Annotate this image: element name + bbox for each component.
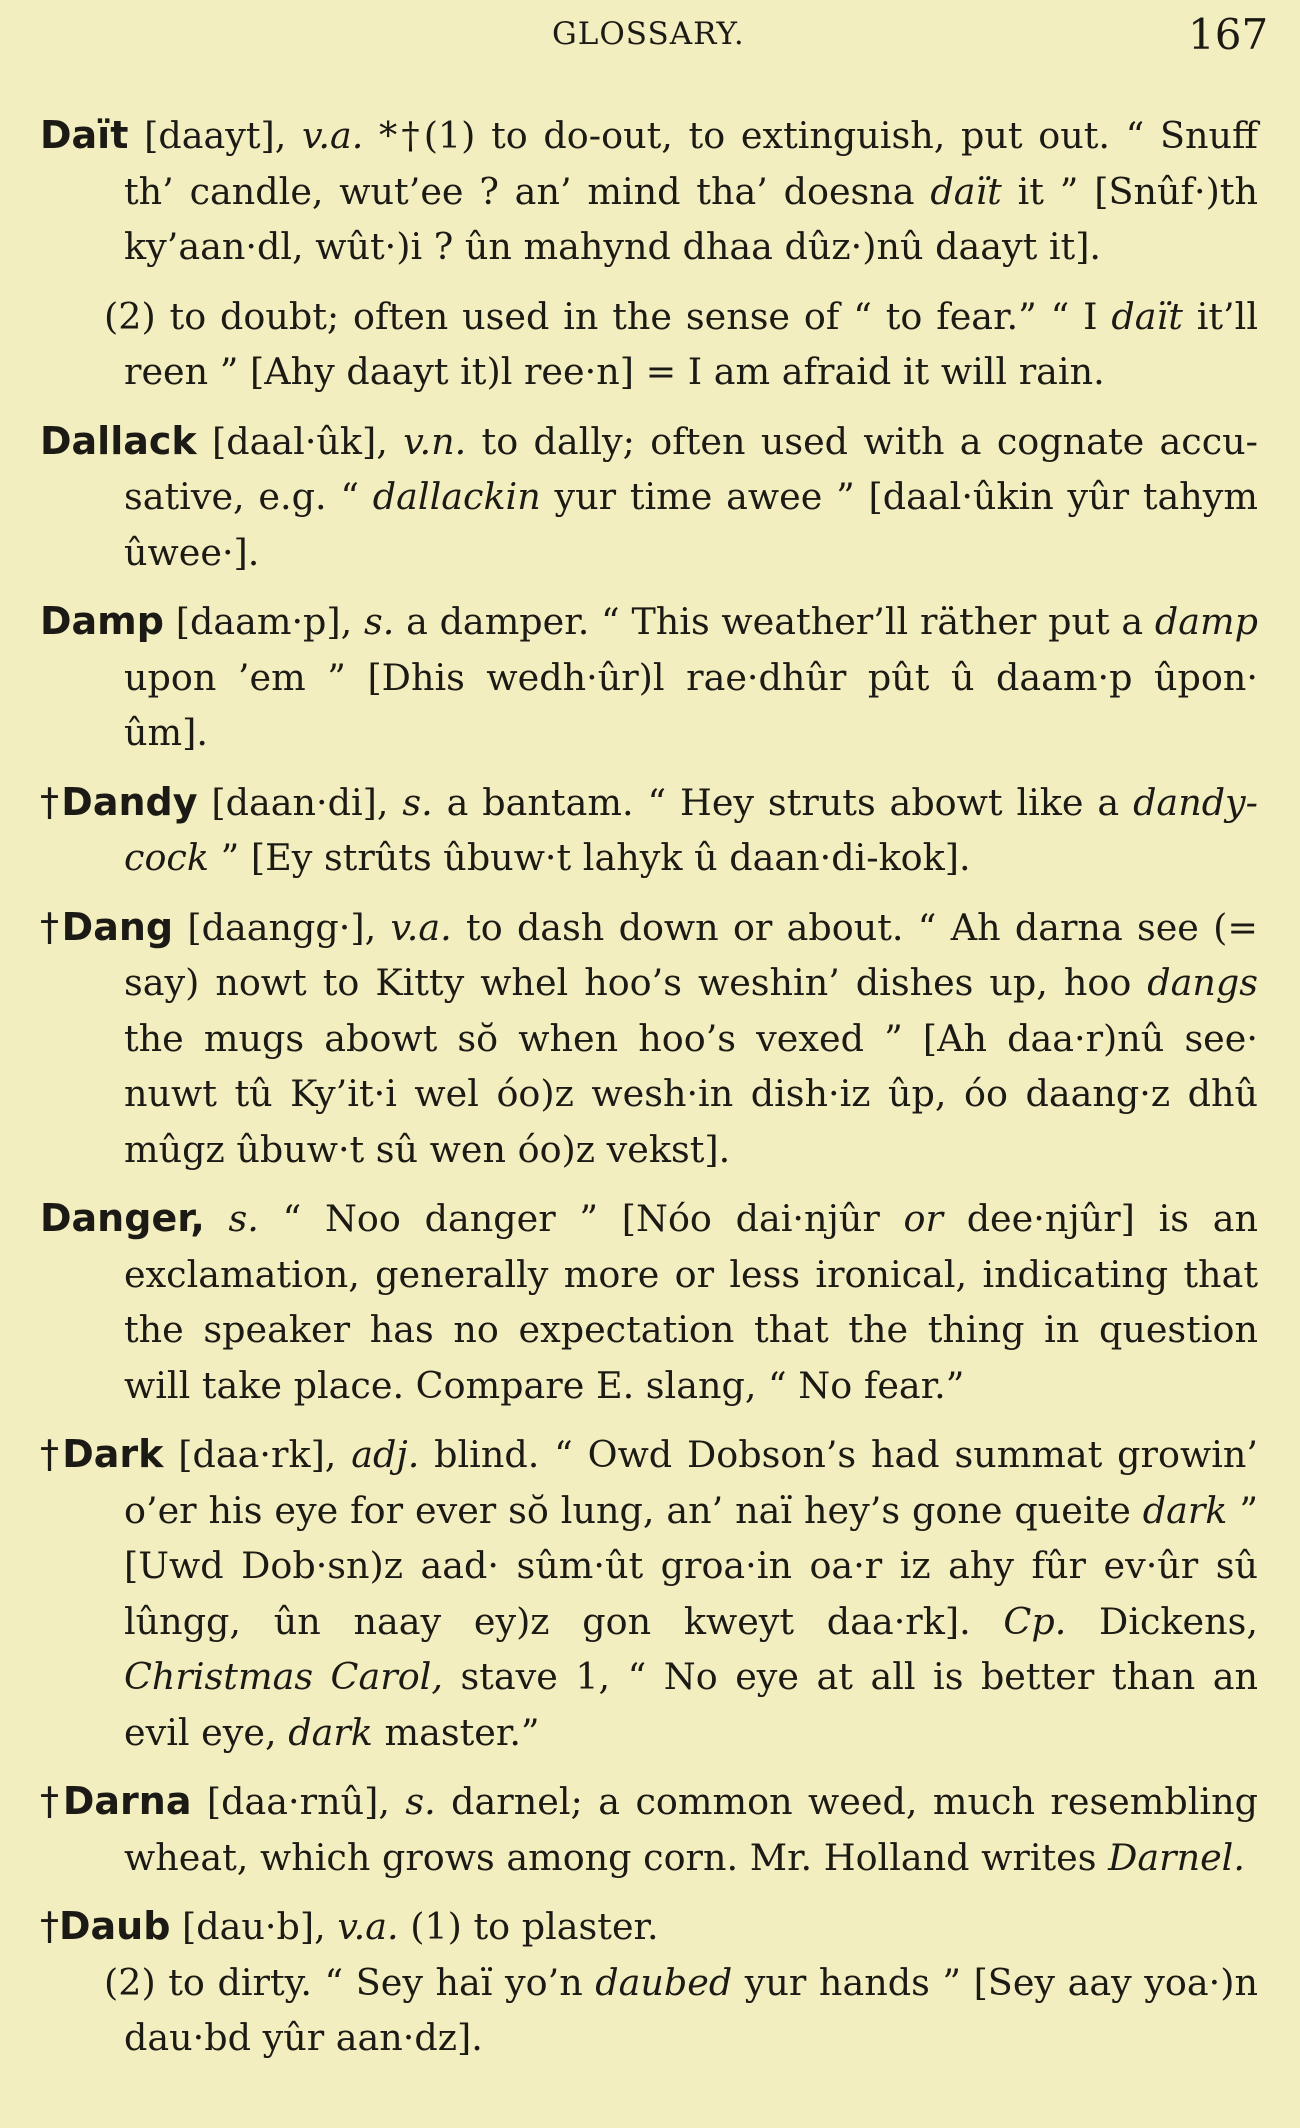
grammar-label: s. [405, 1780, 436, 1823]
headword [40, 1904, 170, 1948]
entry-text: a bantam. “ Hey struts abowt like a [432, 780, 1134, 824]
entry-text: [daayt], [128, 114, 303, 157]
italic-word: daït [1111, 294, 1183, 338]
glossary-entries [40, 108, 1258, 2080]
entry-dark [40, 1427, 1258, 1760]
entry-text: to dally; often used with a cognate accusative, e.g. “ [124, 419, 1259, 518]
italic-word: dark [1142, 1488, 1228, 1532]
entry-text: (2) to dirty. “ Sey haï yo’n [104, 1960, 596, 2004]
italic-word: damp [1154, 600, 1258, 643]
entry-text: yur time awee ” [daal·ûkin yûr tahym ûwee·]. [124, 475, 1258, 574]
running-title: GLOSSARY. [552, 16, 745, 52]
headword [40, 1779, 191, 1823]
headword: Danger, [40, 1196, 205, 1240]
entry-text: “ Noo danger ” [Nóo dai·njûr [258, 1197, 904, 1240]
headword: Dallack [40, 418, 197, 463]
dagger-mark: † [40, 1779, 63, 1823]
entry-text: master.” [372, 1710, 540, 1754]
entry-danger [40, 1191, 1258, 1413]
italic-word: dangs [1147, 961, 1258, 1004]
entry-text: upon ’em ” [Dhis wedh·ûr)l rae·dhûr pût û daam·p ûpon· ûm]. [124, 655, 1258, 754]
headword: Damp [40, 599, 164, 643]
entry-dait-sense-2 [40, 289, 1258, 400]
headword [40, 1432, 163, 1476]
entry-text: [daal·ûk], [196, 419, 404, 463]
italic-word: dark [288, 1710, 373, 1754]
grammar-label: adj. [351, 1433, 420, 1476]
italic-word: Darnel. [1108, 1835, 1245, 1879]
entry-text: *†(1) to do-out, to extinguish, put out. “ Snuff th’ candle, wut’ee ? an’ mind tha’ doesna [124, 114, 1258, 213]
headword-text: Daub [59, 1904, 171, 1948]
italic-word: or [903, 1197, 943, 1240]
italic-word: daït [930, 169, 1002, 213]
entry-text: (1) to plaster. [398, 1905, 659, 1948]
entry-text: blind. “ Owd Dobson’s had summat growin’ o’er his eye for ever sŏ lung, an’ naï hey’s gone queite [124, 1433, 1258, 1532]
headword [40, 780, 198, 824]
italic-word: dandy-cock [124, 780, 1259, 879]
italic-word: dallackin [372, 475, 541, 518]
grammar-label: s. [228, 1197, 259, 1240]
entry-text: dee·njûr] is an exclamation, generally more or less ironical, indicating that the speaker has no expectation that the thing in question will take place. Compare E. slang, “ No fear.” [124, 1197, 1259, 1407]
dagger-mark: † [40, 779, 62, 824]
grammar-label: v.n. [403, 419, 467, 463]
entry-text: to dash down or about. “ Ah darna see (= say) nowt to Kitty whel hoo’s weshin’ dishes up, hoo [124, 905, 1259, 1004]
entry-dallack [40, 414, 1258, 581]
entry-text: ” [Ey strûts ûbuw·t lahyk û daan·di-kok]. [208, 836, 971, 879]
entry-text: (2) to doubt; often used in the sense of “ to fear.” “ I [104, 294, 1112, 338]
headword: Daït [40, 113, 129, 157]
entry-text: stave 1, “ No eye at all is better than an evil eye, [124, 1655, 1258, 1754]
grammar-label: s. [364, 600, 395, 643]
entry-text: ” [Uwd Dob·sn)z aad· sûm·ût groa·in oa·r iz ahy fûr ev·ûr sû lûngg, ûn naay ey)z gon kweyt daa·rk]. [124, 1488, 1259, 1643]
dagger-mark: † [40, 1904, 59, 1948]
entry-daub-sense-2 [40, 1955, 1258, 2066]
entry-damp [40, 594, 1258, 761]
entry-text: yur hands ” [Sey aay yoa·)n dau·bd yûr aan·dz]. [124, 1960, 1258, 2059]
grammar-label: s. [402, 780, 433, 824]
running-head [0, 10, 1300, 60]
entry-dandy [40, 775, 1258, 886]
page-number: 167 [1188, 10, 1269, 59]
entry-text: [daam·p], [163, 600, 364, 643]
entry-dait [40, 108, 1258, 275]
grammar-label: v.a. [390, 905, 452, 949]
entry-text: [daangg·], [173, 905, 391, 949]
entry-dang [40, 900, 1258, 1178]
entry-text: [daan·di], [197, 780, 403, 824]
entry-darna [40, 1774, 1258, 1885]
grammar-label: v.a. [337, 1905, 399, 1948]
entry-text: Dickens, [1066, 1599, 1258, 1643]
entry-text: [daa·rnû], [191, 1780, 406, 1823]
headword [40, 905, 173, 949]
headword-text: Dark [62, 1432, 164, 1476]
headword-text: Dang [61, 904, 174, 949]
italic-word: Cp. [1003, 1599, 1067, 1643]
dagger-mark: † [40, 1432, 63, 1476]
entry-text: darnel; a common weed, much resembling wheat, which grows among corn. Mr. Holland writes [124, 1780, 1258, 1879]
entry-text: it’ll reen ” [Ahy daayt it)l ree·n] = I am afraid it will rain. [124, 294, 1258, 393]
entry-text: [daa·rk], [163, 1433, 352, 1476]
entry-text: it ” [Snûf·)th ky’aan·dl, wût·)i ? ûn mahynd dhaa dûz·)nû daayt it]. [124, 169, 1258, 268]
dagger-mark: † [40, 904, 62, 949]
entry-text: [dau·b], [170, 1905, 338, 1948]
entry-text: the mugs abowt sŏ when hoo’s vexed ” [Ah daa·r)nû see· nuwt tû Ky’it·i wel óo)z wesh·in dish·iz ûp, óo daang·z dhû mûgz ûbuw·t sû wen óo)z vekst]. [124, 1016, 1258, 1171]
entry-text: a damper. “ This weather’ll räther put a [394, 600, 1155, 643]
entry-daub [40, 1899, 1258, 1955]
grammar-label: v.a. [302, 114, 364, 157]
italic-word: Christmas Carol, [124, 1655, 443, 1698]
headword-text: Dandy [61, 779, 198, 824]
headword-text: Darna [62, 1779, 192, 1823]
italic-word: daubed [595, 1960, 733, 2004]
